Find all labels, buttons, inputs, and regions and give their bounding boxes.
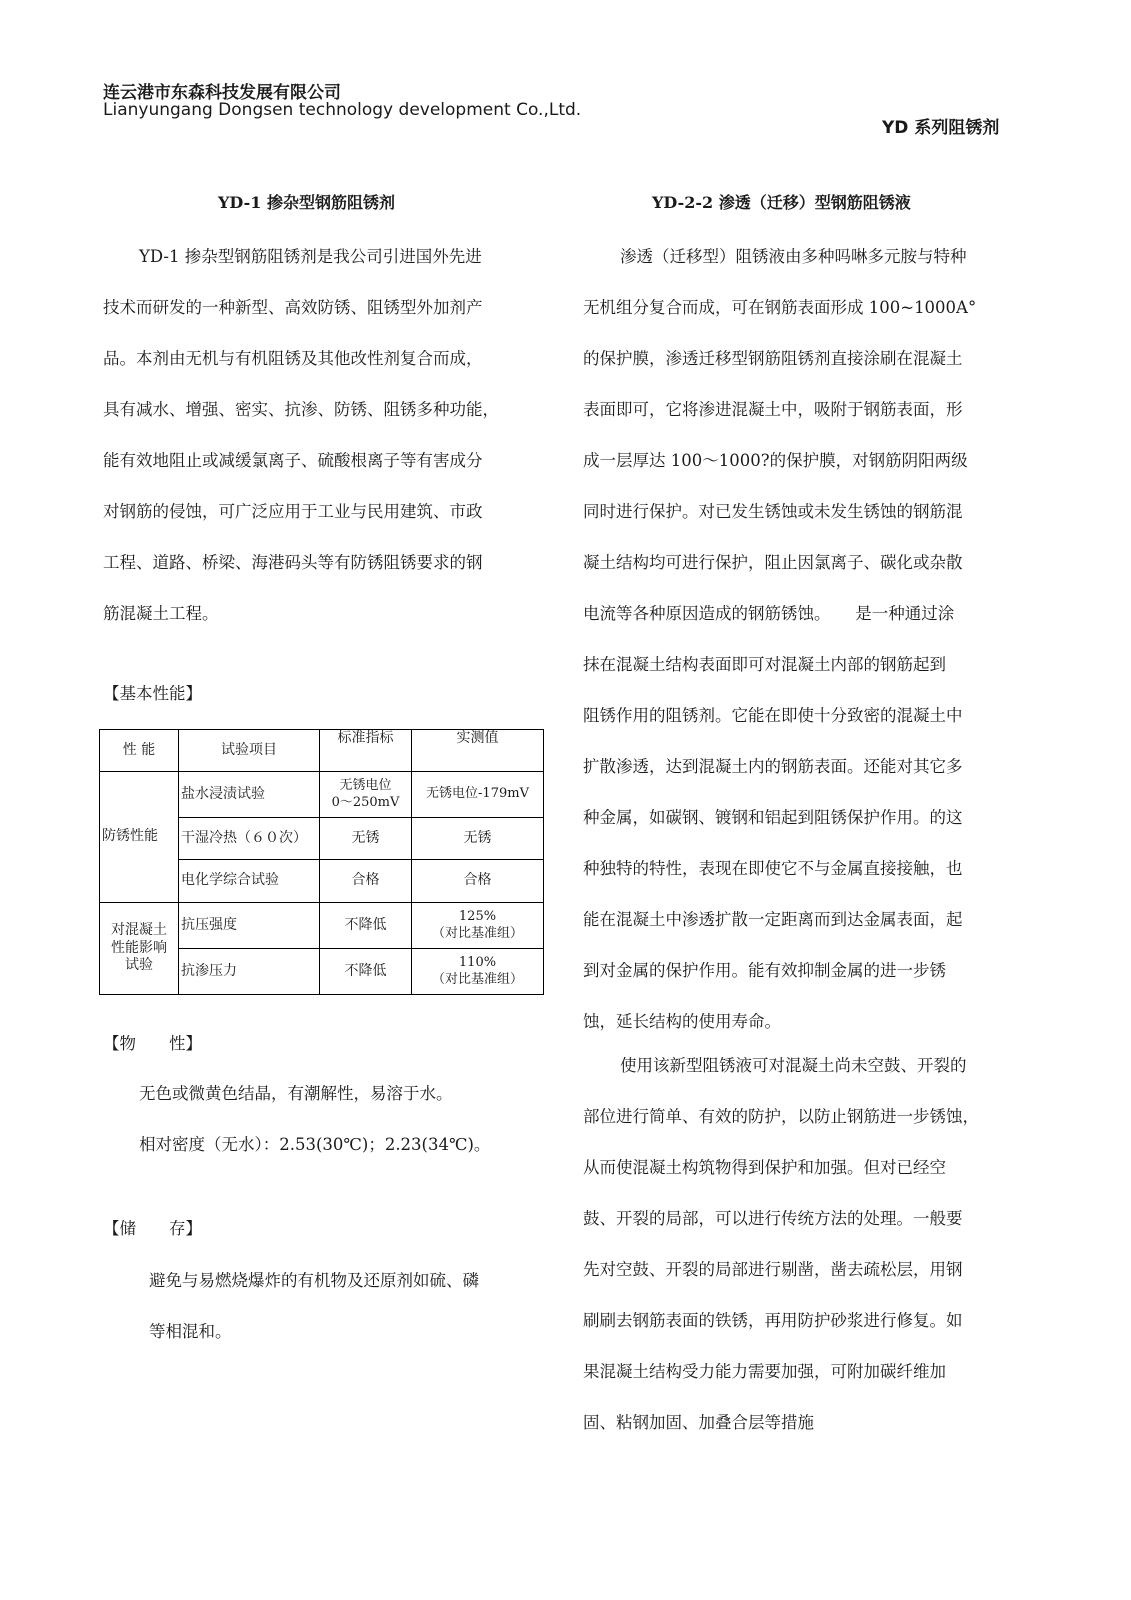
text-line: 避免与易燃烧爆炸的有机物及还原剂如硫、磷	[149, 1271, 479, 1290]
text-line: 同时进行保护。对已发生锈蚀或未发生锈蚀的钢筋混	[583, 502, 963, 521]
right-paragraph-1	[583, 243, 1028, 1033]
text-line: 抹在混凝土结构表面即可对混凝土内部的钢筋起到	[583, 655, 946, 674]
text-line: 工程、道路、桥梁、海港码头等有防锈阻锈要求的钢	[103, 553, 483, 572]
text-line: 鼓、开裂的局部，可以进行传统方法的处理。一般要	[583, 1209, 963, 1228]
measured-cell: 无锈电位-179mV	[412, 772, 544, 818]
group-cell-concrete-impact: 对混凝土 性能影响 试验	[100, 903, 179, 995]
basic-performance-heading: 【基本性能】	[103, 684, 202, 703]
right-paragraph-2	[583, 1052, 1028, 1442]
text-line: 等相混和。	[149, 1322, 232, 1341]
text-line: 使用该新型阻锈液可对混凝土尚未空鼓、开裂的	[620, 1056, 967, 1075]
table-header-row	[100, 730, 544, 772]
measured-cell: 125% （对比基准组）	[412, 903, 544, 949]
table-header-cell: 性 能	[100, 730, 179, 772]
test-item-cell: 干湿冷热（６０次）	[179, 818, 320, 860]
text-line: 凝土结构均可进行保护，阻止因氯离子、碳化或杂散	[583, 553, 963, 572]
left-intro-paragraph	[103, 243, 543, 623]
text-line: 扩散渗透，达到混凝土内的钢筋表面。还能对其它多	[583, 757, 963, 776]
performance-table	[99, 729, 544, 995]
text-line: 能有效地阻止或减缓氯离子、硫酸根离子等有害成分	[103, 451, 483, 470]
text-line: 种金属，如碳钢、镀钢和铝起到阻锈保护作用。的这	[583, 808, 963, 827]
table-header-cell: 实测值	[412, 730, 544, 772]
test-item-cell: 盐水浸渍试验	[179, 772, 320, 818]
text-line: 固、粘钢加固、加叠合层等措施	[583, 1413, 814, 1432]
physical-properties-heading: 【物 性】	[103, 1034, 202, 1053]
standard-cell: 合格	[320, 860, 412, 903]
text-line: 相对密度（无水）：2.53(30℃)；2.23(34℃)。	[139, 1135, 491, 1154]
text-line: 果混凝土结构受力能力需要加强，可附加碳纤维加	[583, 1362, 946, 1381]
standard-cell: 无锈电位 0～250mV	[320, 772, 412, 818]
product-series-label: YD 系列阻锈剂	[882, 118, 1000, 138]
physical-properties-text	[139, 1080, 559, 1170]
table-row	[100, 772, 544, 818]
table-header-cell: 标准指标	[320, 730, 412, 772]
text-line: 到对金属的保护作用。能有效抑制金属的进一步锈	[583, 961, 946, 980]
test-item-cell: 抗渗压力	[179, 949, 320, 995]
text-line: 阻锈作用的阻锈剂。它能在即使十分致密的混凝土中	[583, 706, 963, 725]
text-line: 刷刷去钢筋表面的铁锈，再用防护砂浆进行修复。如	[583, 1311, 963, 1330]
text-line: 电流等各种原因造成的钢筋锈蚀。 是一种通过涂	[583, 604, 955, 623]
text-line: 无机组分复合而成，可在钢筋表面形成 100~1000A°	[583, 298, 977, 317]
measured-cell: 合格	[412, 860, 544, 903]
text-line: 部位进行简单、有效的防护，以防止钢筋进一步锈蚀，	[583, 1107, 979, 1126]
text-line: 具有减水、增强、密实、抗渗、防锈、阻锈多种功能，	[103, 400, 499, 419]
measured-cell: 110% （对比基准组）	[412, 949, 544, 995]
text-line: 对钢筋的侵蚀，可广泛应用于工业与民用建筑、市政	[103, 502, 483, 521]
text-line: 无色或微黄色结晶，有潮解性，易溶于水。	[139, 1084, 453, 1103]
left-section-title: YD-1 掺杂型钢筋阻锈剂	[218, 193, 395, 212]
text-line: 筋混凝土工程。	[103, 604, 219, 623]
company-name-en: Lianyungang Dongsen technology development Co.,Ltd.	[103, 100, 582, 120]
standard-cell: 不降低	[320, 949, 412, 995]
measured-cell: 无锈	[412, 818, 544, 860]
table-header-cell: 试验项目	[179, 730, 320, 772]
text-line: 渗透（迁移型）阻锈液由多种吗啉多元胺与特种	[620, 247, 967, 266]
text-line: YD-1 掺杂型钢筋阻锈剂是我公司引进国外先进	[139, 247, 482, 266]
text-line: 从而使混凝土构筑物得到保护和加强。但对已经空	[583, 1158, 946, 1177]
right-section-title: YD-2-2 渗透（迁移）型钢筋阻锈液	[652, 193, 911, 212]
standard-cell: 不降低	[320, 903, 412, 949]
table-row	[100, 903, 544, 949]
text-line: 技术而研发的一种新型、高效防锈、阻锈型外加剂产	[103, 298, 483, 317]
text-line: 表面即可，它将渗进混凝土中，吸附于钢筋表面，形	[583, 400, 963, 419]
company-name-cn: 连云港市东森科技发展有限公司	[103, 83, 341, 103]
storage-text	[149, 1267, 549, 1357]
text-line: 品。本剂由无机与有机阻锈及其他改性剂复合而成，	[103, 349, 483, 368]
text-line: 蚀，延长结构的使用寿命。	[583, 1012, 781, 1031]
text-line: 先对空鼓、开裂的局部进行剔凿，凿去疏松层，用钢	[583, 1260, 963, 1279]
text-line: 能在混凝土中渗透扩散一定距离而到达金属表面，起	[583, 910, 963, 929]
test-item-cell: 抗压强度	[179, 903, 320, 949]
text-line: 的保护膜，渗透迁移型钢筋阻锈剂直接涂刷在混凝土	[583, 349, 963, 368]
standard-cell: 无锈	[320, 818, 412, 860]
text-line: 种独特的特性，表现在即使它不与金属直接接触，也	[583, 859, 963, 878]
text-line: 成一层厚达 100～1000?的保护膜，对钢筋阴阳两级	[583, 451, 968, 470]
storage-heading: 【储 存】	[103, 1219, 202, 1238]
test-item-cell: 电化学综合试验	[179, 860, 320, 903]
group-cell-rust-prevention: 防锈性能	[100, 772, 179, 903]
